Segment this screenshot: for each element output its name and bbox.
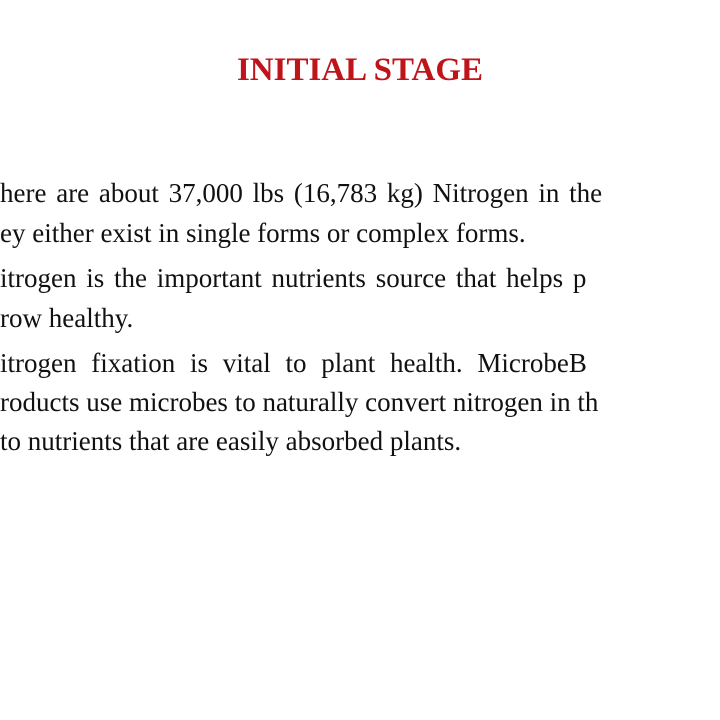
bullet-1-line-2: ey either exist in single forms or complex forms.: [0, 218, 526, 248]
slide-title: INITIAL STAGE: [236, 52, 484, 88]
bullet-3-line-1: itrogen fixation is vital to plant health. MicrobeB: [0, 348, 587, 378]
bullet-1-line-1: here are about 37,000 lbs (16,783 kg) Nitrogen in the: [0, 178, 603, 208]
bullet-3-line-3: to nutrients that are easily absorbed plants.: [0, 426, 462, 456]
bullet-2-line-2: row healthy.: [0, 303, 134, 333]
bullet-2-line-1: itrogen is the important nutrients source that helps p: [0, 263, 587, 293]
bullet-3-line-2: roducts use microbes to naturally convert nitrogen in th: [0, 387, 599, 417]
